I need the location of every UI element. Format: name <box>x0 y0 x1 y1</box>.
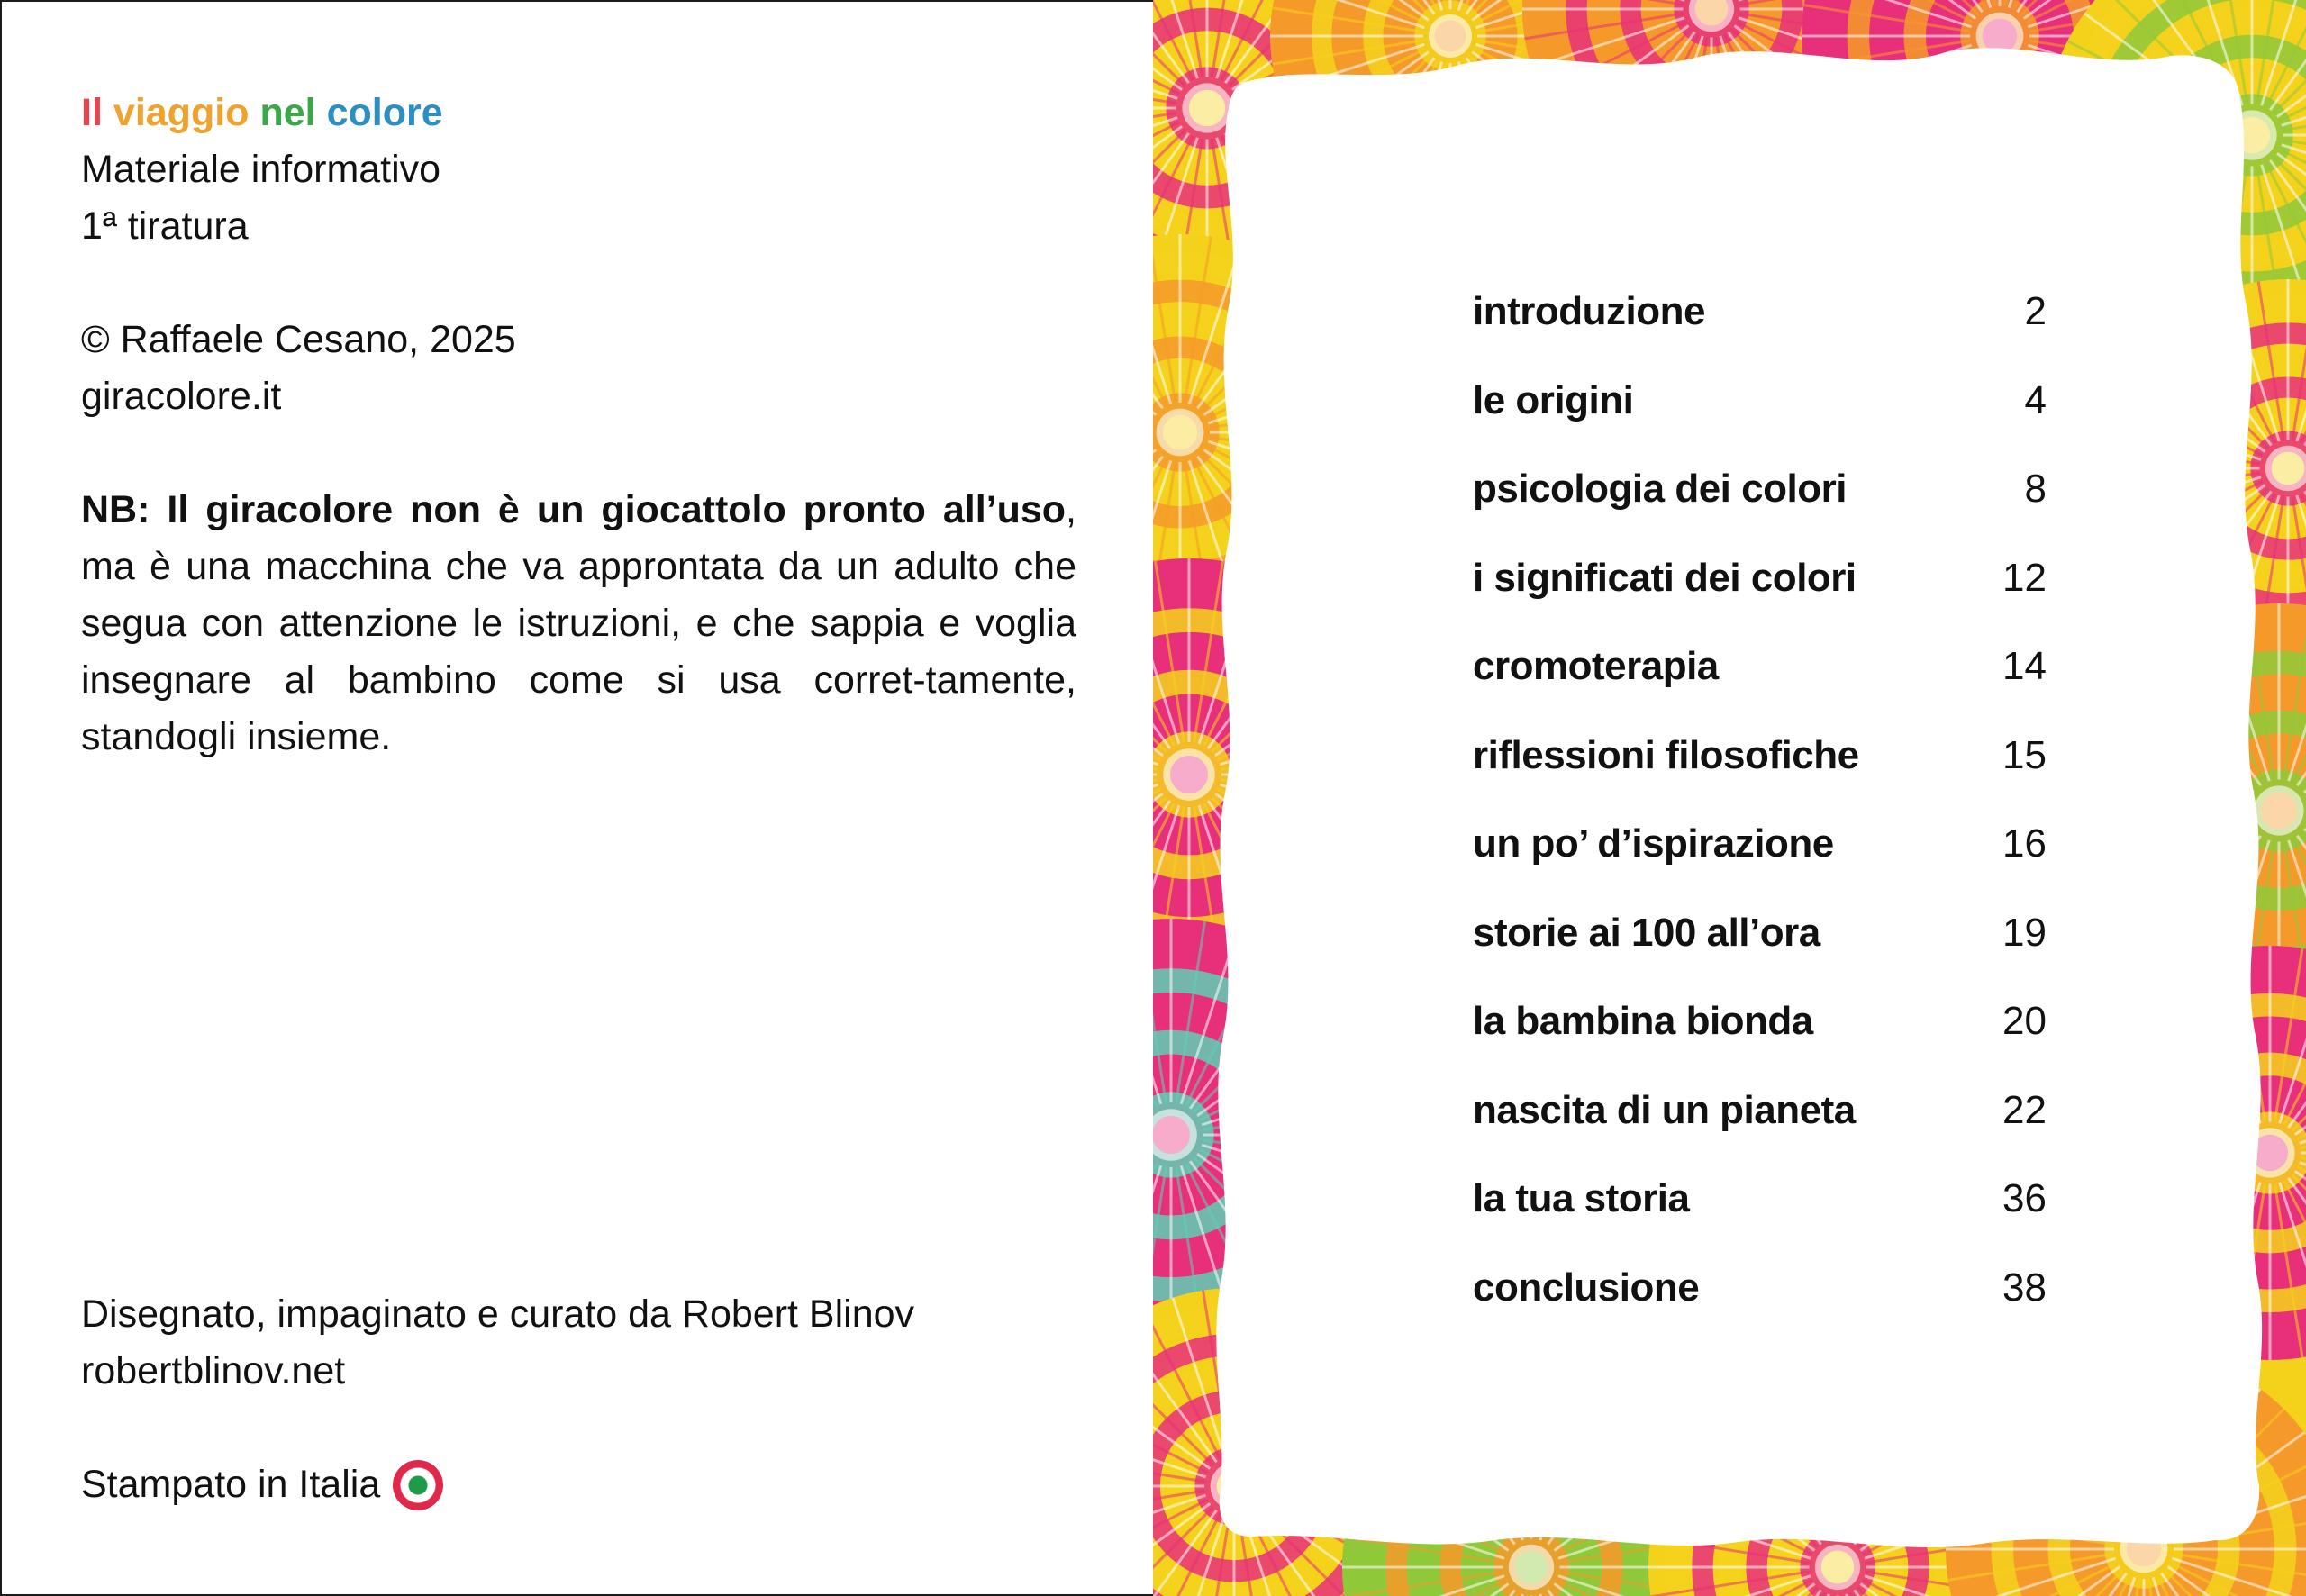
safety-note-text: , ma è una macchina che va approntata da un adulto che segua con attenzione le istruzioni, e che sappia e voglia insegnare al bambino come si usa corret-tamente, standogli insieme. <box>81 488 1076 758</box>
book-title-word: Il <box>81 91 103 134</box>
toc-entry-title: nascita di un pianeta <box>1473 1087 1856 1132</box>
toc-entry[interactable] <box>1473 977 2274 1066</box>
toc-entry-title: storie ai 100 all’ora <box>1473 910 1820 955</box>
toc-entry-title: conclusione <box>1473 1265 1700 1310</box>
italian-roundel-icon <box>393 1460 443 1510</box>
toc-entry-page: 16 <box>2002 821 2047 866</box>
toc-entry-page: 19 <box>2002 910 2047 955</box>
website-link[interactable]: giracolore.it <box>81 375 282 418</box>
toc-entry-title: le origini <box>1473 377 1634 422</box>
toc-entry[interactable] <box>1473 1155 2274 1244</box>
imprint-block <box>81 85 1076 766</box>
edition-line: 1ª tiratura <box>81 204 249 248</box>
book-subtitle: Materiale informativo <box>81 148 441 191</box>
toc-entry[interactable] <box>1473 1244 2274 1333</box>
designer-website-link[interactable]: robertblinov.net <box>81 1349 346 1392</box>
toc-entry-title: riflessioni filosofiche <box>1473 732 1859 777</box>
toc-entry-page: 8 <box>2024 467 2047 512</box>
table-of-contents <box>1473 268 2274 1332</box>
toc-entry[interactable] <box>1473 357 2274 446</box>
book-title-word: viaggio <box>113 91 250 134</box>
toc-entry[interactable] <box>1473 622 2274 712</box>
toc-entry-title: un po’ d’ispirazione <box>1473 821 1834 866</box>
toc-entry-page: 4 <box>2024 377 2047 422</box>
toc-entry[interactable] <box>1473 712 2274 801</box>
toc-entry-page: 2 <box>2024 289 2047 334</box>
printed-in-text: Stampato in Italia <box>81 1463 381 1506</box>
toc-entry-page: 38 <box>2002 1265 2047 1310</box>
toc-entry[interactable] <box>1473 534 2274 623</box>
toc-entry-page: 12 <box>2002 555 2047 600</box>
toc-entry-title: la tua storia <box>1473 1176 1690 1221</box>
toc-entry-page: 15 <box>2002 732 2047 777</box>
toc-entry[interactable] <box>1473 268 2274 357</box>
toc-entry-page: 36 <box>2002 1176 2047 1221</box>
toc-entry-title: la bambina bionda <box>1473 999 1813 1044</box>
toc-entry-title: i significati dei colori <box>1473 555 1857 600</box>
toc-entry[interactable] <box>1473 1066 2274 1156</box>
printed-in-line <box>81 1456 1076 1513</box>
credits-block <box>81 1286 1076 1513</box>
toc-entry-title: psicologia dei colori <box>1473 467 1847 512</box>
toc-entry[interactable] <box>1473 445 2274 534</box>
contents-page <box>1153 0 2306 1596</box>
toc-entry-page: 22 <box>2002 1087 2047 1132</box>
toc-entry[interactable] <box>1473 800 2274 889</box>
safety-note-bold: NB: Il giracolore non è un giocattolo pronto all’uso <box>81 488 1067 531</box>
toc-entry-title: cromoterapia <box>1473 644 1719 689</box>
designer-credit: Disegnato, impaginato e curato da Robert Blinov <box>81 1292 915 1336</box>
book-title <box>81 85 1076 141</box>
toc-entry-title: introduzione <box>1473 289 1705 334</box>
toc-entry-page: 14 <box>2002 644 2047 689</box>
toc-entry-page: 20 <box>2002 999 2047 1044</box>
book-title-word: colore <box>326 91 443 134</box>
copyright-line: © Raffaele Cesano, 2025 <box>81 318 516 361</box>
book-title-word: nel <box>259 91 316 134</box>
safety-note <box>81 482 1076 766</box>
toc-entry[interactable] <box>1473 889 2274 978</box>
